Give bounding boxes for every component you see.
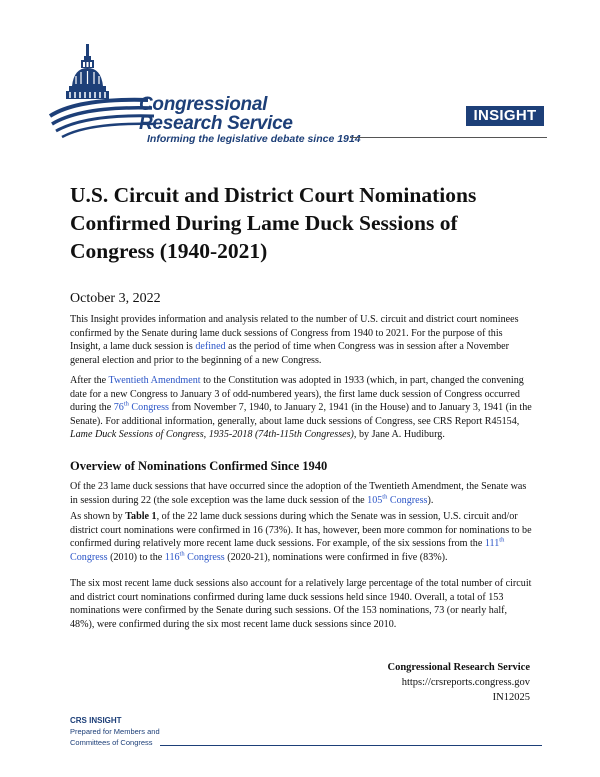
org-name-line2: Research Service [139, 113, 293, 134]
p3-text-a: Of the 23 lame duck sessions that have occurred since the adoption of the Twentieth Amendment, the Senate was in session during 22 (the sole exception was the lame duck session of the [70, 481, 527, 506]
org-name-line1: Congressional [139, 94, 268, 115]
table-1-reference: Table 1 [125, 511, 157, 522]
footer-org-name: Congressional Research Service [387, 662, 530, 673]
publication-date: October 3, 2022 [70, 291, 161, 306]
paragraph-sessions [70, 480, 532, 507]
paragraph-background [70, 374, 532, 442]
report-title: Lame Duck Sessions of Congress, 1935-2018 (74th-115th Congresses) [70, 429, 354, 441]
paragraph-table-summary [70, 510, 532, 564]
p2-text-a: After the [70, 375, 109, 386]
p4-text-c: (2010) to the [107, 551, 165, 563]
link-116th-suffix: th [179, 550, 185, 558]
footer-product-id: IN12025 [492, 692, 530, 703]
link-105th-label: Congress [387, 494, 428, 506]
p2-text-b: to the Constitution was adopted in 1933 (which, in part, changed the convening date for a new Congress to January 3 of odd-numbered years), the first lame duck session of Congress occurred during the [70, 375, 524, 414]
page-title: U.S. Circuit and District Court Nominations Confirmed During Lame Duck Sessions of Congress (1940-2021) [70, 183, 477, 263]
crs-logo[interactable] [48, 40, 368, 150]
section-heading-overview: Overview of Nominations Confirmed Since 1940 [70, 459, 328, 473]
link-105th-congress[interactable] [367, 495, 427, 506]
footer-prepared-line1: Prepared for Members and [70, 727, 160, 736]
org-tagline: Informing the legislative debate since 1914 [147, 133, 361, 145]
link-twentieth-amendment[interactable]: Twentieth Amendment [108, 375, 201, 386]
link-76th-number: 76 [113, 402, 124, 414]
link-76th-suffix: th [123, 400, 129, 408]
p1-text-b: as the period of time when Congress was in session after a November general election and prior to the beginning of a new Congress. [70, 341, 510, 366]
p2-text-c: from November 7, 1940, to January 2, 1941 (in the House) and to January 3, 1941 (in the Senate). For additional information, generally, about lame duck sessions of Congress, see CRS Report R45154, [70, 402, 532, 427]
footer-prepared-line2: Committees of Congress [70, 738, 153, 747]
link-defined[interactable]: defined [195, 341, 226, 353]
insight-badge: INSIGHT [466, 106, 544, 126]
paragraph-totals: The six most recent lame duck sessions also account for a relatively large percentage of the total number of circuit and district court nominations confirmed during lame duck sessions held since 1940. Overall, a total of 153 nominations were confirmed by the Senate during such sessions. Of the 153 nominations, 73 (or nearly half, 48%), were confirmed during the six most recent lame duck sessions since 2010. [70, 578, 532, 630]
link-105th-number: 105 [367, 494, 383, 506]
link-116th-label: Congress [184, 551, 225, 563]
p2-text-d: , by Jane A. Hudiburg. [353, 429, 445, 441]
p4-text-a: As shown by [70, 511, 126, 522]
p4-text-b: , of the 22 lame duck sessions during which the Senate was in session, U.S. circuit and/or district court nominations were confirmed in 16 (73%). It has, however, been more common for nominations to be confirmed during relatively more recent lame duck sessions. For example, of the six sessions from the [70, 511, 532, 550]
footer-series-label: CRS INSIGHT [70, 716, 122, 725]
link-116th-number: 116 [164, 551, 180, 563]
link-105th-suffix: th [382, 493, 388, 501]
link-111th-number: 111 [484, 538, 500, 550]
link-76th-label: Congress [128, 402, 169, 414]
header-divider [350, 137, 547, 138]
p3-text-b: ). [427, 494, 434, 506]
p4-text-d: (2020-21), nominations were confirmed in five (83%). [224, 551, 448, 563]
p1-text-a: This Insight provides information and analysis related to the number of U.S. circuit and district court nominees confirmed by the Senate during lame duck sessions of Congress from 1940 to 2021. For the purpose of this Insight, a lame duck session is [70, 314, 519, 353]
paragraph-intro [70, 313, 532, 367]
link-76th-congress[interactable] [114, 402, 169, 413]
link-111th-label: Congress [70, 551, 108, 563]
footer-divider [160, 745, 542, 746]
footer-url[interactable]: https://crsreports.congress.gov [401, 677, 530, 688]
link-111th-suffix: th [499, 536, 505, 544]
link-116th-congress[interactable] [165, 552, 225, 563]
